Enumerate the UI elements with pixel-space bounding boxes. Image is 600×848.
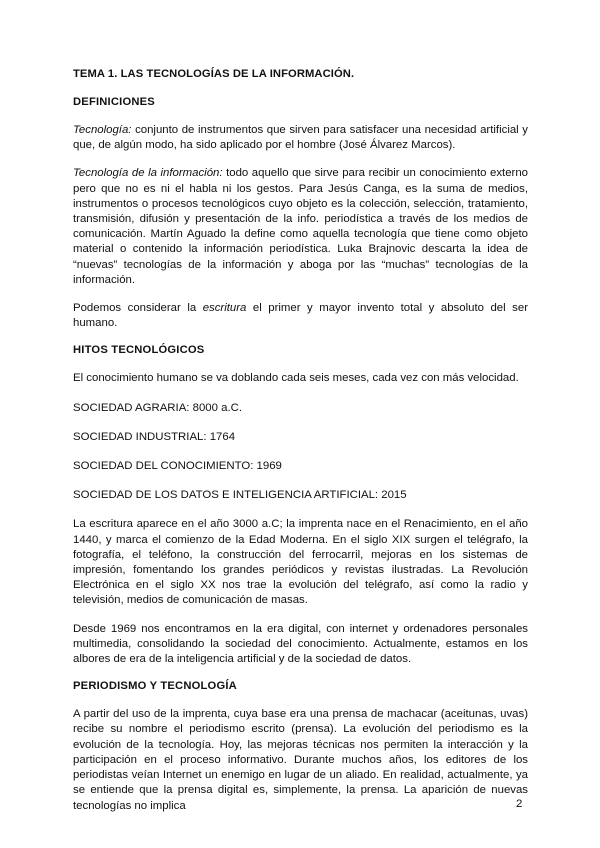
term-tecnologia-informacion: Tecnología de la información:	[73, 167, 223, 180]
society-datos-ia: SOCIEDAD DE LOS DATOS E INTELIGENCIA ARTIFICIAL: 2015	[73, 489, 407, 502]
term-escritura: escritura	[202, 302, 247, 315]
paragraph-hitos-intro: El conocimiento humano se va doblando cada seis meses, cada vez con más velocidad.	[73, 372, 519, 385]
paragraph-digital-era: Desde 1969 nos encontramos en la era digital, con internet y ordenadores personales multimedia, consolidando la sociedad del conocimiento. Actualmente, estamos en los albores de era de la inteligencia artificial y de la sociedad de datos.	[73, 622, 528, 666]
paragraph-escritura	[73, 301, 528, 331]
heading-periodismo: PERIODISMO Y TECNOLOGÍA	[73, 680, 237, 693]
paragraph-periodismo: A partir del uso de la imprenta, cuya base era una prensa de machacar (aceitunas, uvas) recibe su nombre el periodismo escrito (prensa). La evolución del periodismo es la evolución de la tecnología. Hoy, las mejoras técnicas nos permiten la interacción y la participación en el proceso informativo. Durante muchos años, los editores de los periodistas veían Internet un enemigo en lugar de un aliado. En realidad, actualmente, ya se entiende que la prensa digital es, simplemente, la prensa. La aparición de nuevas tecnologías no implica	[73, 708, 528, 812]
heading-hitos: HITOS TECNOLÓGICOS	[73, 344, 205, 357]
escritura-text-before: Podemos considerar la	[73, 302, 203, 315]
society-agraria: SOCIEDAD AGRARIA: 8000 a.C.	[73, 401, 243, 414]
paragraph-history: La escritura aparece en el año 3000 a.C; la imprenta nace en el Renacimiento, en el año 1440, y marca el comienzo de la Edad Moderna. En el siglo XIX surgen el telégrafo, la fotografía, el teléfono, la construcción del ferrocarril, mejoras en los sistemas de impresión, fomentando los grandes periódicos y revistas ilustradas. La Revolución Electrónica en el siglo XX nos trae la evolución del telégrafo, así como la radio y televisión, medios de comunicación de masas.	[73, 518, 528, 607]
society-conocimiento: SOCIEDAD DEL CONOCIMIENTO: 1969	[73, 460, 282, 473]
definition-tecnologia-informacion: todo aquello que sirve para recibir un conocimiento externo pero que no es ni el habla ni los gestos. Para Jesús Canga, es la suma de medios, instrumentos o procesos tecnológicos cuyo objeto es la colección, selección, tratamiento, transmisión, difusión y presentación de la info. periodística a través de los medios de comunicación. Martín Aguado la define como aquella tecnología que tiene como objeto material o contenido la información periodística. Luka Brajnovic descarta la idea de “nuevas” tecnologías de la información y aboga por las “muchas” tecnologías de la información.	[73, 167, 528, 286]
paragraph-tecnologia	[73, 123, 528, 153]
paragraph-tecnologia-informacion	[73, 166, 528, 288]
escritura-text-after: el primer y mayor invento total y absoluto del ser humano.	[73, 302, 528, 330]
document-page	[73, 68, 528, 827]
heading-definiciones: DEFINICIONES	[73, 96, 155, 108]
society-industrial: SOCIEDAD INDUSTRIAL: 1764	[73, 430, 236, 443]
definition-tecnologia: conjunto de instrumentos que sirven para satisfacer una necesidad artificial y que, de algún modo, ha sido aplicado por el hombre (José Álvarez Marcos).	[73, 124, 528, 152]
page-title: TEMA 1. LAS TECNOLOGÍAS DE LA INFORMACIÓN.	[73, 68, 355, 80]
page-number: 2	[516, 798, 523, 810]
term-tecnologia: Tecnología:	[73, 124, 132, 136]
